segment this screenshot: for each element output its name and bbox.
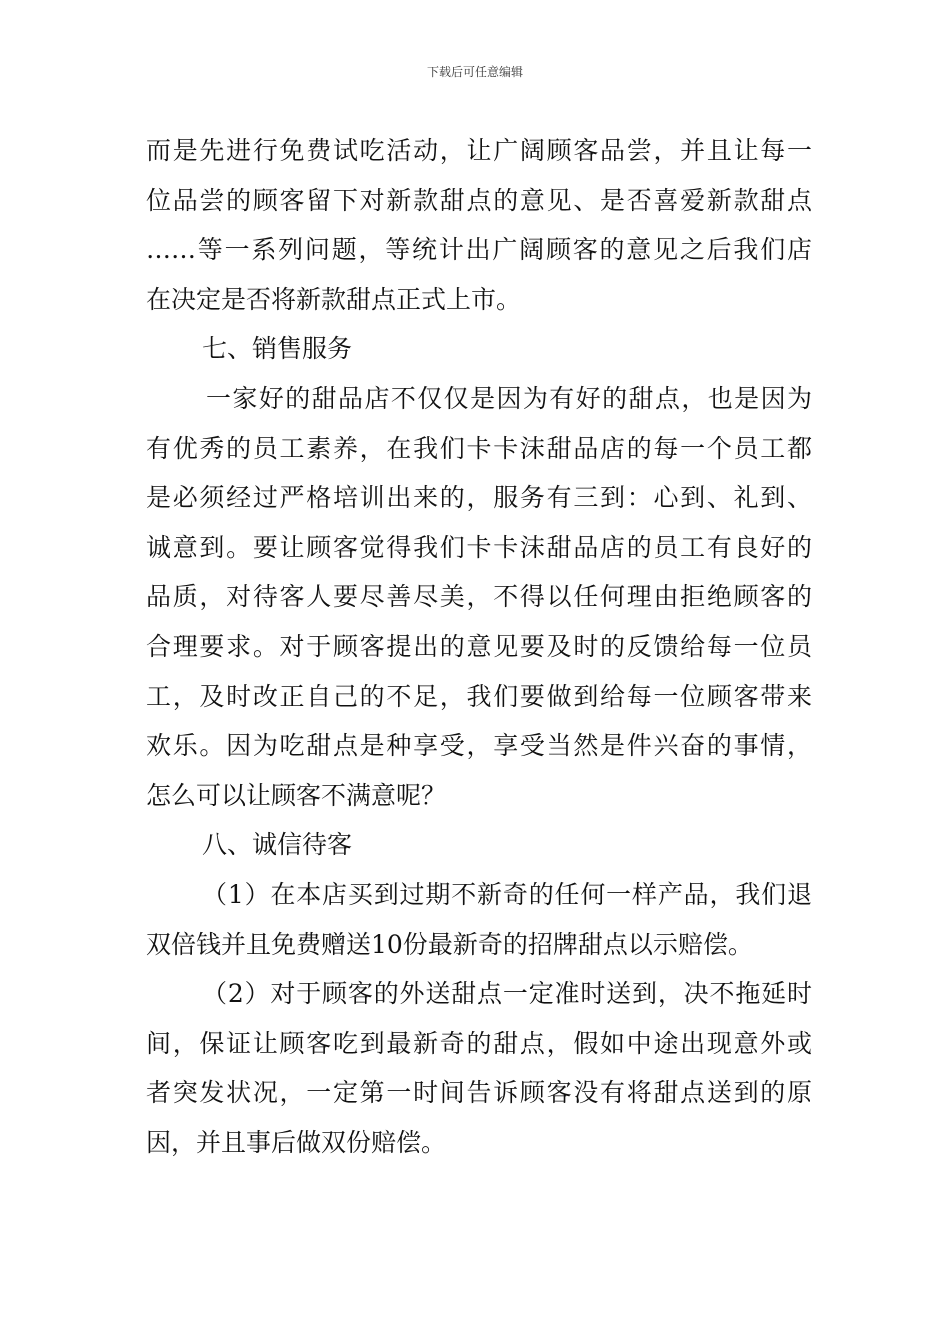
list-item-2: （2）对于顾客的外送甜点一定准时送到，决不拖延时 xyxy=(202,979,812,1009)
text-line: 工，及时改正自己的不足，我们要做到给每一位顾客带来 xyxy=(146,681,812,711)
text-line: 双倍钱并且免费赠送10份最新奇的招牌甜点以示赔偿。 xyxy=(146,929,753,959)
text-line: 品质，对待客人要尽善尽美，不得以任何理由拒绝顾客的 xyxy=(146,582,812,612)
section-heading-honest-service: 八、诚信待客 xyxy=(202,830,353,860)
section-heading-sales-service: 七、销售服务 xyxy=(202,334,353,364)
text-line: ……等一系列问题，等统计出广阔顾客的意见之后我们店 xyxy=(146,235,812,265)
text-line: 而是先进行免费试吃活动，让广阔顾客品尝，并且让每一 xyxy=(146,136,812,165)
text-line: 因，并且事后做双份赔偿。 xyxy=(146,1127,447,1157)
text-line: 位品尝的顾客留下对新款甜点的意见、是否喜爱新款甜点 xyxy=(146,185,812,215)
text-line: 合理要求。对于顾客提出的意见要及时的反馈给每一位员 xyxy=(146,631,812,661)
text-line: 欢乐。因为吃甜点是种享受，享受当然是件兴奋的事情， xyxy=(146,731,812,761)
text-line: 者突发状况，一定第一时间告诉顾客没有将甜点送到的原 xyxy=(146,1078,812,1108)
text-line: 是必须经过严格培训出来的，服务有三到：心到、礼到、 xyxy=(146,483,812,513)
text-line: 间，保证让顾客吃到最新奇的甜点，假如中途出现意外或 xyxy=(146,1028,812,1058)
document-body xyxy=(146,126,812,1167)
text-line: 有优秀的员工素养，在我们卡卡沫甜品店的每一个员工都 xyxy=(146,433,812,463)
page-header: 下载后可任意编辑 xyxy=(426,65,523,79)
text-line: 一家好的甜品店不仅仅是因为有好的甜点，也是因为 xyxy=(206,383,812,413)
list-item-1: （1）在本店买到过期不新奇的任何一样产品，我们退 xyxy=(202,879,812,909)
text-line: 怎么可以让顾客不满意呢？ xyxy=(146,780,447,810)
text-line: 在决定是否将新款甜点正式上市。 xyxy=(146,284,522,314)
text-line: 诚意到。要让顾客觉得我们卡卡沫甜品店的员工有良好的 xyxy=(146,532,812,562)
